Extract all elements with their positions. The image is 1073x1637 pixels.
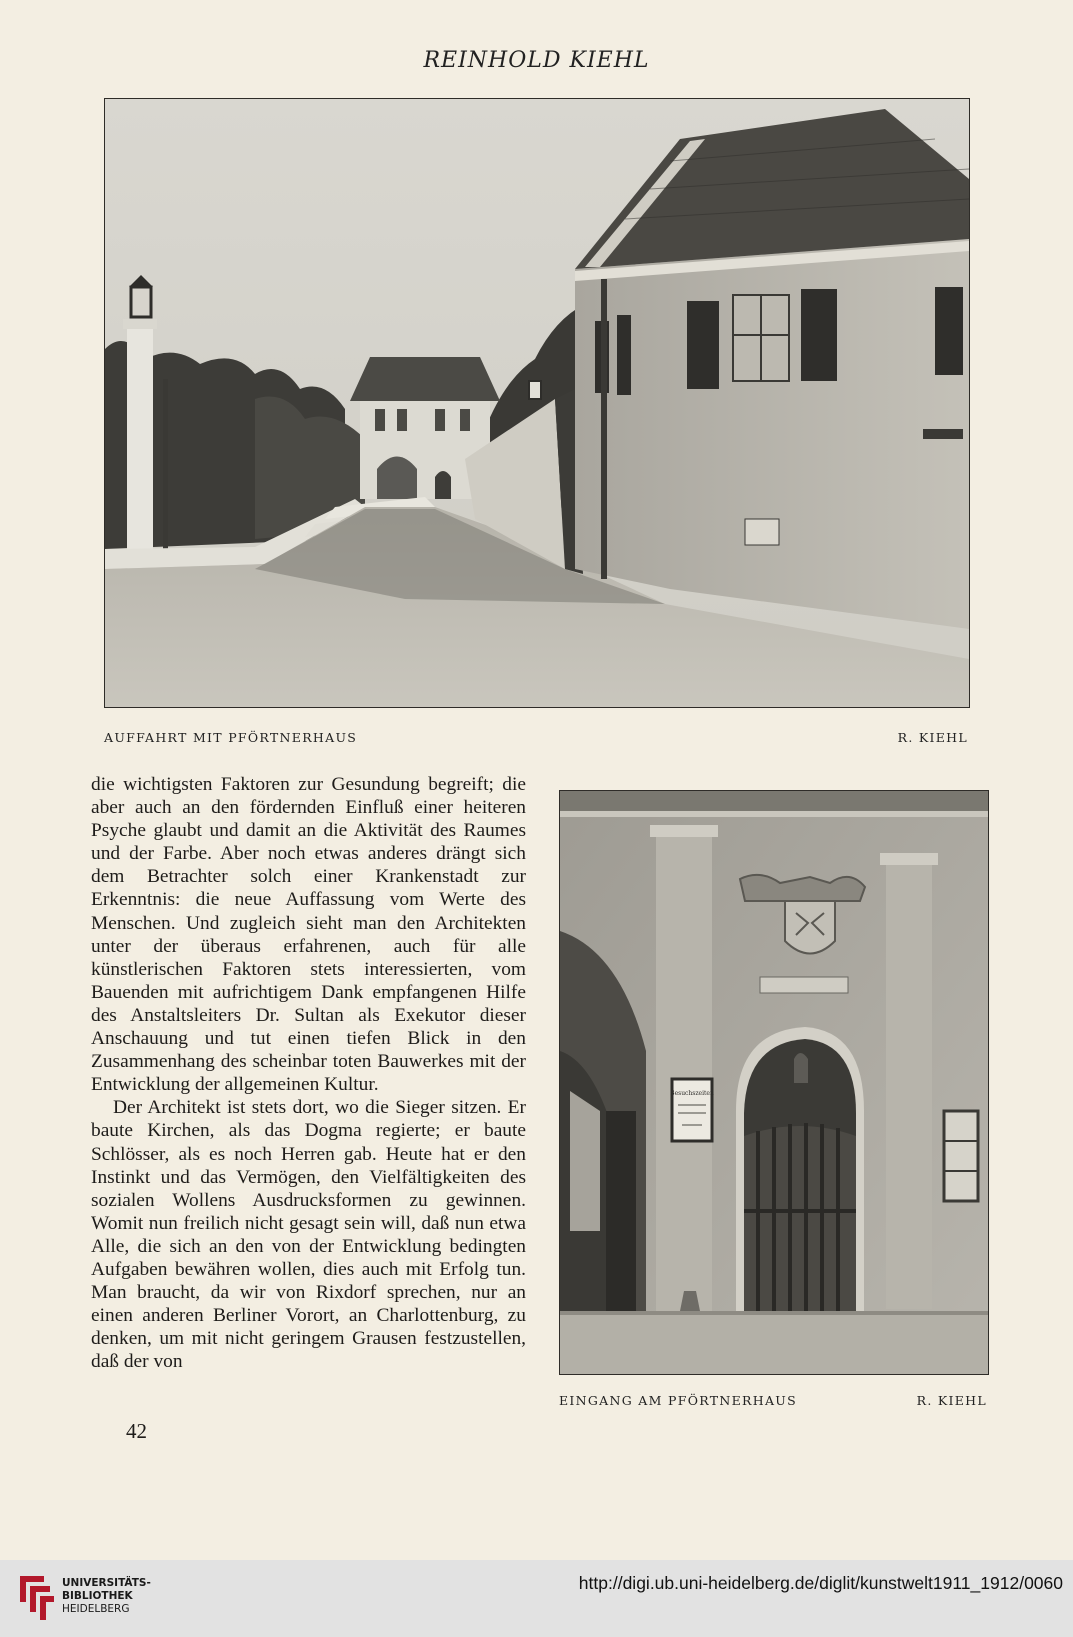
paragraph-1: die wichtigsten Faktoren zur Gesundung begreift; die aber auch an den fördernden Einfluß einer heiteren Psyche glaubt und damit an die Aktivität des Raumes und der Farbe. Aber noch etwas anderes drängt sich dem Betrachter solch einer Krankenstadt zur Erkenntnis: die neue Auffassung vom Werte des Menschen. Und zugleich sieht man den Architekten unter der überaus erfahrenen, auch für alle künstlerischen Faktoren stets interessierten, vom Bauenden mit aufrichtigem Dank empfangenen Hilfe des Anstaltsleiters Dr. Sultan als Exekutor dieser Anschauung und tut einen tiefen Blick in den Zusammenhang des scheinbar toten Bauwerkes mit der Entwicklung der allgemeinen Kultur.: [91, 774, 526, 1096]
entrance-sign-text: Besuchszeiten: [670, 1090, 714, 1097]
caption-driveway-title: AUFFAHRT MIT PFÖRTNERHAUS: [104, 730, 358, 745]
caption-entrance-title: EINGANG AM PFÖRTNERHAUS: [559, 1393, 797, 1408]
caption-entrance-credit: R. KIEHL: [916, 1393, 987, 1408]
article-body: [91, 773, 526, 1373]
source-url-link[interactable]: http://digi.ub.uni-heidelberg.de/diglit/kunstwelt1911_1912/0060: [578, 1573, 1063, 1593]
library-name: [62, 1577, 151, 1616]
running-head: REINHOLD KIEHL: [423, 48, 650, 73]
caption-driveway: [104, 730, 968, 745]
entrance-photo-illustration: [560, 791, 988, 1374]
caption-driveway-credit: R. KIEHL: [897, 730, 968, 745]
library-name-line-2: BIBLIOTHEK: [62, 1590, 133, 1602]
caption-entrance: [559, 1393, 987, 1408]
paragraph-2: Der Architekt ist stets dort, wo die Sieger sitzen. Er baute Kirchen, als das Dogma regierte; er baute Schlösser, als es noch Herren gab. Heute hat er den Instinkt und das Vermögen, den Vielfältigkeiten des sozialen Wollens Ausdrucksformen zu gewinnen. Womit nun freilich nicht gesagt sein will, daß nun etwa Alle, die sich an den von der Entwicklung bedingten Aufgaben bewähren wollen, dies auch mit Erfolg tun. Man braucht, da wir von Rixdorf sprechen, nur an einen anderen Berliner Vorort, an Charlottenburg, zu denken, um mit nicht geringem Grausen festzustellen, daß der von: [91, 1097, 526, 1373]
library-logo-icon: [14, 1572, 56, 1624]
library-footer: [0, 1560, 1073, 1637]
library-name-line-1: UNIVERSITÄTS-: [62, 1577, 151, 1589]
driveway-photo-illustration: [105, 99, 969, 707]
page-number: 42: [126, 1419, 147, 1443]
photo-driveway-gatehouse: [104, 98, 970, 708]
photo-gatehouse-entrance: [559, 790, 989, 1375]
library-name-line-3: HEIDELBERG: [62, 1603, 130, 1615]
